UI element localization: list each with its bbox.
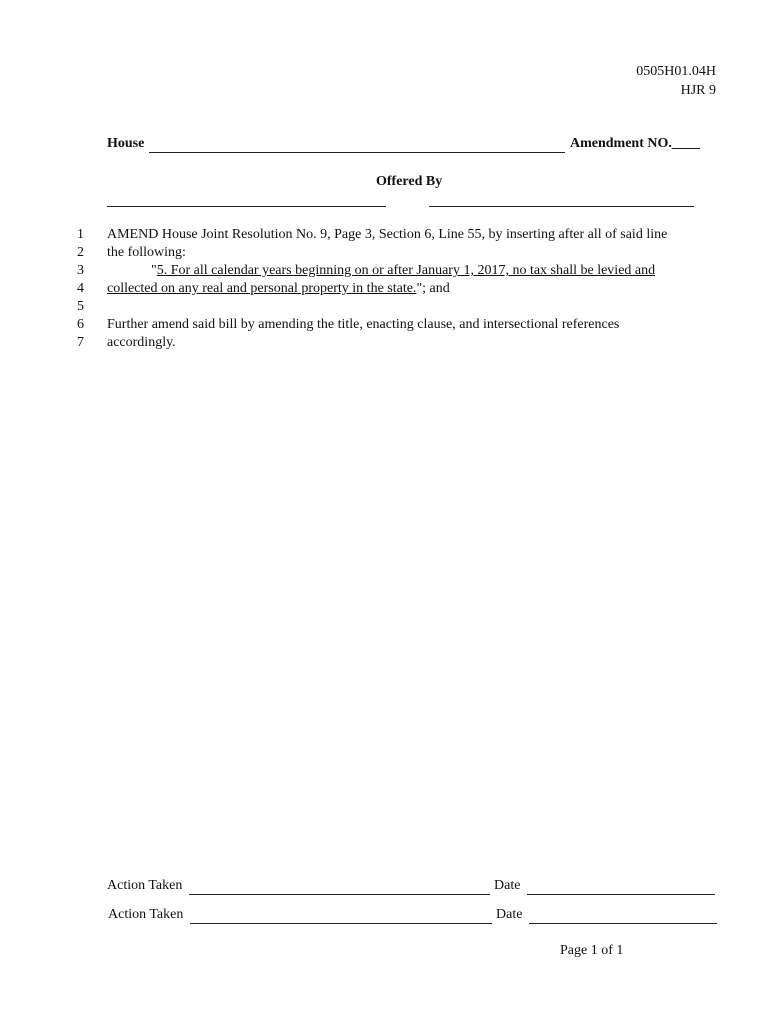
date-line [527, 894, 715, 895]
amendment-number-label: Amendment NO.____ [570, 136, 700, 151]
amendment-text-line-4 [107, 281, 450, 297]
line-number: 2 [77, 245, 84, 260]
page-number: Page 1 of 1 [560, 943, 624, 958]
date-label: Date [496, 907, 523, 922]
amendment-text-line-7: accordingly. [107, 335, 176, 350]
inserted-text: 5. For all calendar years beginning on or after January 1, 2017, no tax shall be levied and [156, 263, 656, 278]
house-blank-line [149, 152, 565, 153]
action-taken-label: Action Taken [108, 907, 184, 922]
amendment-text-line-1: AMEND House Joint Resolution No. 9, Page 3, Section 6, Line 55, by inserting after all of said line [107, 227, 668, 242]
action-taken-line [190, 923, 492, 924]
house-label: House [107, 136, 145, 151]
quote-close-and: "; and [416, 281, 450, 296]
line-number: 3 [77, 263, 84, 278]
amendment-text-line-6: Further amend said bill by amending the title, enacting clause, and intersectional references [107, 317, 620, 332]
date-label: Date [494, 878, 521, 893]
line-number: 5 [77, 299, 84, 314]
inserted-text: collected on any real and personal property in the state. [107, 281, 417, 296]
action-taken-label: Action Taken [107, 878, 183, 893]
line-number: 4 [77, 281, 84, 296]
document-code: 0505H01.04H [636, 64, 716, 79]
action-taken-line [189, 894, 490, 895]
offered-by-line-left [107, 206, 386, 207]
line-number: 7 [77, 335, 84, 350]
quote-open: " [151, 263, 157, 278]
offered-by-line-right [429, 206, 694, 207]
date-line [529, 923, 717, 924]
amendment-text-line-2: the following: [107, 245, 186, 260]
amendment-text-line-3 [151, 263, 655, 279]
bill-reference: HJR 9 [680, 83, 716, 98]
offered-by-label: Offered By [376, 174, 443, 189]
line-number: 6 [77, 317, 84, 332]
line-number: 1 [77, 227, 84, 242]
